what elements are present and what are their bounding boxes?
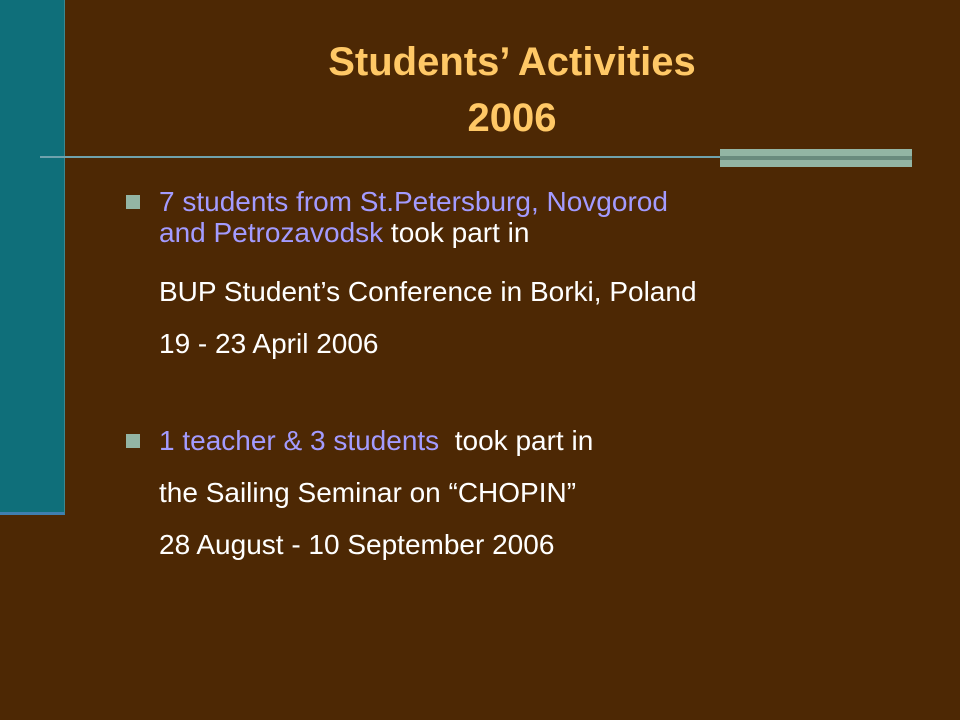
bullet-1-line-4: 19 - 23 April 2006	[159, 328, 379, 359]
square-bullet-icon	[126, 195, 140, 209]
title-line-2: 2006	[467, 96, 557, 140]
title-line-1: Students’ Activities	[328, 40, 696, 84]
slide-title	[64, 34, 960, 146]
bullet-2-line-3: 28 August - 10 September 2006	[159, 529, 555, 560]
left-accent-bar	[0, 0, 65, 515]
bullet-2-line-2: the Sailing Seminar on “CHOPIN”	[159, 477, 577, 508]
square-bullet-icon	[126, 434, 140, 448]
bullet-1-highlight-line-2: and Petrozavodsk	[159, 217, 384, 248]
title-divider-bar-top	[720, 149, 912, 156]
title-divider-bar-bottom	[720, 160, 912, 167]
title-divider-line	[40, 156, 722, 158]
bullet-2-highlight: 1 teacher & 3 students	[159, 425, 440, 456]
bullet-2-tail: took part in	[454, 425, 594, 456]
bullet-2-line-1	[159, 425, 593, 457]
bullet-1-line-3: BUP Student’s Conference in Borki, Poland	[159, 276, 697, 307]
bullet-1-tail: took part in	[390, 217, 530, 248]
bullet-1-highlight-line-1: 7 students from St.Petersburg, Novgorod	[159, 186, 668, 217]
bullet-1-line-2	[159, 217, 529, 249]
bullet-1-line-1	[159, 186, 668, 218]
